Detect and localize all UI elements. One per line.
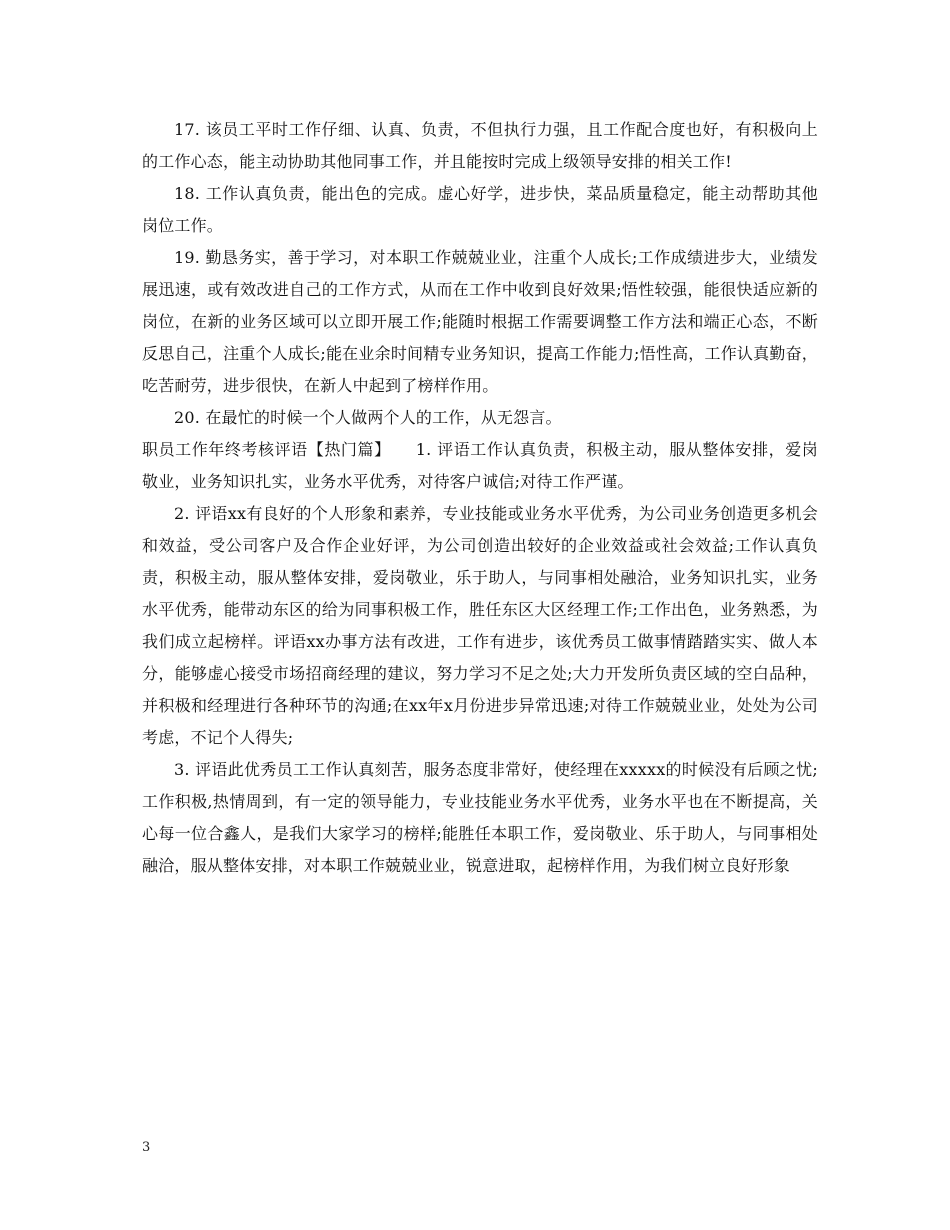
section-heading-paragraph: 职员工作年终考核评语【热门篇】 1. 评语工作认真负责，积极主动，服从整体安排，爱岗敬业，业务知识扎实，业务水平优秀，对待客户诚信;对待工作严谨。 xyxy=(142,440,818,491)
document-body xyxy=(142,114,818,882)
page-number: 3 xyxy=(142,1140,151,1155)
paragraph-18: 18. 工作认真负责，能出色的完成。虚心好学，进步快，菜品质量稳定，能主动帮助其他岗位工作。 xyxy=(142,184,818,235)
paragraph-review-3: 3. 评语此优秀员工工作认真刻苦，服务态度非常好，使经理在xxxxx的时候没有后顾之忧;工作积极,热情周到，有一定的领导能力，专业技能业务水平优秀，业务水平也在不断提高，关心每一位合鑫人，是我们大家学习的榜样;能胜任本职工作，爱岗敬业、乐于助人，与同事相处融洽，服从整体安排，对本职工作兢兢业业，锐意进取，起榜样作用，为我们树立良好形象 xyxy=(142,760,818,875)
paragraph-17: 17. 该员工平时工作仔细、认真、负责，不但执行力强，且工作配合度也好，有积极向上的工作心态，能主动协助其他同事工作，并且能按时完成上级领导安排的相关工作! xyxy=(142,120,818,171)
paragraph-19: 19. 勤恳务实，善于学习，对本职工作兢兢业业，注重个人成长;工作成绩进步大，业绩发展迅速，或有效改进自己的工作方式，从而在工作中收到良好效果;悟性较强，能很快适应新的岗位，在新的业务区域可以立即开展工作;能随时根据工作需要调整工作方法和端正心态，不断反思自己，注重个人成长;能在业余时间精专业务知识，提高工作能力;悟性高，工作认真勤奋，吃苦耐劳，进步很快，在新人中起到了榜样作用。 xyxy=(142,248,818,395)
paragraph-review-2: 2. 评语xx有良好的个人形象和素养，专业技能或业务水平优秀，为公司业务创造更多机会和效益，受公司客户及合作企业好评，为公司创造出较好的企业效益或社会效益;工作认真负责，积极主动，服从整体安排，爱岗敬业，乐于助人，与同事相处融洽，业务知识扎实，业务水平优秀，能带动东区的给为同事积极工作，胜任东区大区经理工作;工作出色，业务熟悉，为我们成立起榜样。评语xx办事方法有改进，工作有进步，该优秀员工做事情踏踏实实、做人本分，能够虚心接受市场招商经理的建议，努力学习不足之处;大力开发所负责区域的空白品种，并积极和经理进行各种环节的沟通;在xx年x月份进步异常迅速;对待工作兢兢业业，处处为公司考虑，不记个人得失; xyxy=(142,504,818,747)
paragraph-20: 20. 在最忙的时候一个人做两个人的工作，从无怨言。 xyxy=(174,408,562,427)
